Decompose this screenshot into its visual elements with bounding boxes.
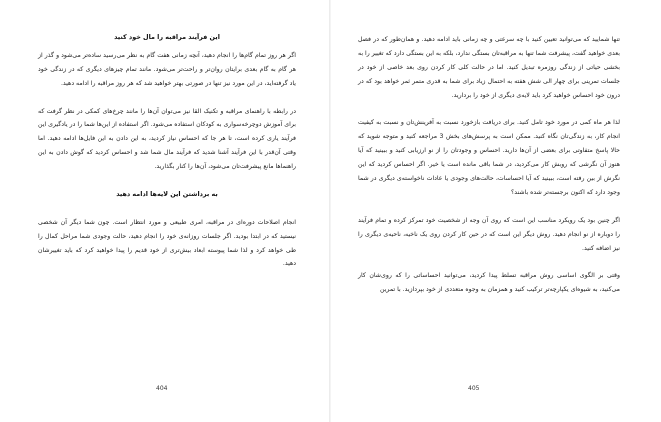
paragraph: اگر هر روز تمام گام‌ها را انجام دهید، آنچه زمانی هفت گام به نظر می‌رسید ساده‌تر می‌شود و گذر از هر گام به گام بعدی برایتان روان‌تر و راحت‌تر می‌شود. مانند تمام چیزهای دیگری که در زندگی خود یاد گرفته‌اید، در این مورد نیز تنها در صورتی بهتر خواهید شد که هر روز مراقبه را ادامه دهید.: [38, 51, 296, 87]
paragraph: انجام اصلاحات دوره‌ای در مراقبه، امری طبیعی و مورد انتظار است. چون شما دیگر آن شخصی نیستید که در ابتدا بودید. اگر جلسات روزانه‌ی خود را انجام دهید، حالت وجودی شما مراحل کمال را طی خواهد کرد و لذا شما پیوسته ابعاد بیش‌تری از خود قدیم را پیدا خواهید کرد که باید تغییرشان دهید.: [38, 218, 296, 268]
section-subheading: به برداشتن این لایه‌ها ادامه دهید: [116, 189, 218, 198]
right-page: [331, 0, 661, 422]
paragraph: در رابطه با راهنمای مراقبه و تکنیک القا نیز می‌توان آن‌ها را مانند چرخ‌های کمکی در نظر گرفت که برای آموزش دوچرخه‌سواری به کودکان استفاده می‌شود. اگر استفاده از این‌ها شما را در یادگیری این فرآیند یاری کرده است، تا هر جا که احساس نیاز کردید، به این دادن به این فایل‌ها ادامه دهید. اما وقتی آن‌قدر با این فرآیند آشنا شدید که فرآیند مال شما شد و احساس کردید که گوش دادن به این راهنماها مانع پیشرفت‌تان می‌شود، آن‌ها را کنار بگذارید.: [38, 107, 296, 171]
page-number: 404: [156, 385, 168, 392]
right-page-text-column: [358, 33, 620, 297]
paragraph: تنها شمایید که می‌توانید تعیین کنید با چه سرعتی و چه زمانی باید ادامه دهید. و همان‌طور که در فصل بعدی خواهید گفت، پیشرفت شما تنها به مراقبه‌تان بستگی ندارد، بلکه به این بستگی دارد که تغییر را به بخشی حیاتی از زندگی روزمره تبدیل کنید. اما در حالت کلی کار کردن روی بعد خاصی از خود در جلسات تمرینی برای چهار الی شش هفته به احتمال زیاد برای شما به قدری متمر ثمر خواهد بود که در درون خود احساس خواهید کرد باید لایه‌ی دیگری از خود را بردارید.: [358, 36, 620, 99]
section-title: این فرآیند مراقبه را مال خود کنید: [114, 33, 220, 41]
left-page-text-column: [38, 31, 296, 271]
page-number: 405: [468, 385, 480, 392]
paragraph: لذا هر ماه کمی در مورد خود تامل کنید. برای دریافت بازخورد نسبت به آفرینش‌تان و نسبت به کیفیت انجام کار، به زندگی‌تان نگاه کنید. ممکن است به پرسش‌های بخش 3 مراجعه کنید و متوجه شوید که حالا پاسخ متفاوتی برای بعضی از آن‌ها دارید. احساس و وجودتان را از نو ارزیابی کنید و ببینید که آیا هنوز آن نگرشی که روبش کار می‌کردید، در شما باقی مانده است یا خیر. اگر احساس کردید که این نگرش از بین رفته است، ببینید که آیا احساسات، حالت‌های وجودی یا عادات ناخواسته‌ی دیگری در شما وجود دارد که اکنون برجسته‌تر شده باشند؟: [358, 119, 620, 196]
paragraph: وقتی بر الگوی اساسی روش مراقبه تسلط پیدا کردید، می‌توانید احساساتی را که روی‌شان کار می‌کنید، به شیوه‌ای یکپارچه‌تر ترکیب کنید و همزمان به وجوه متعددی از خود بپردازید. با تمرین: [358, 272, 620, 294]
paragraph: اگر چنین بود یک رویکرد مناسب این است که روی آن وجه از شخصیت خود تمرکز کرده و تمام فرآیند را دوباره از نو انجام دهید. روش دیگر این است که در حین کار کردن روی یک ناخیه، ناحیه‌ی دیگری را نیز اضافه کنید.: [358, 216, 620, 252]
